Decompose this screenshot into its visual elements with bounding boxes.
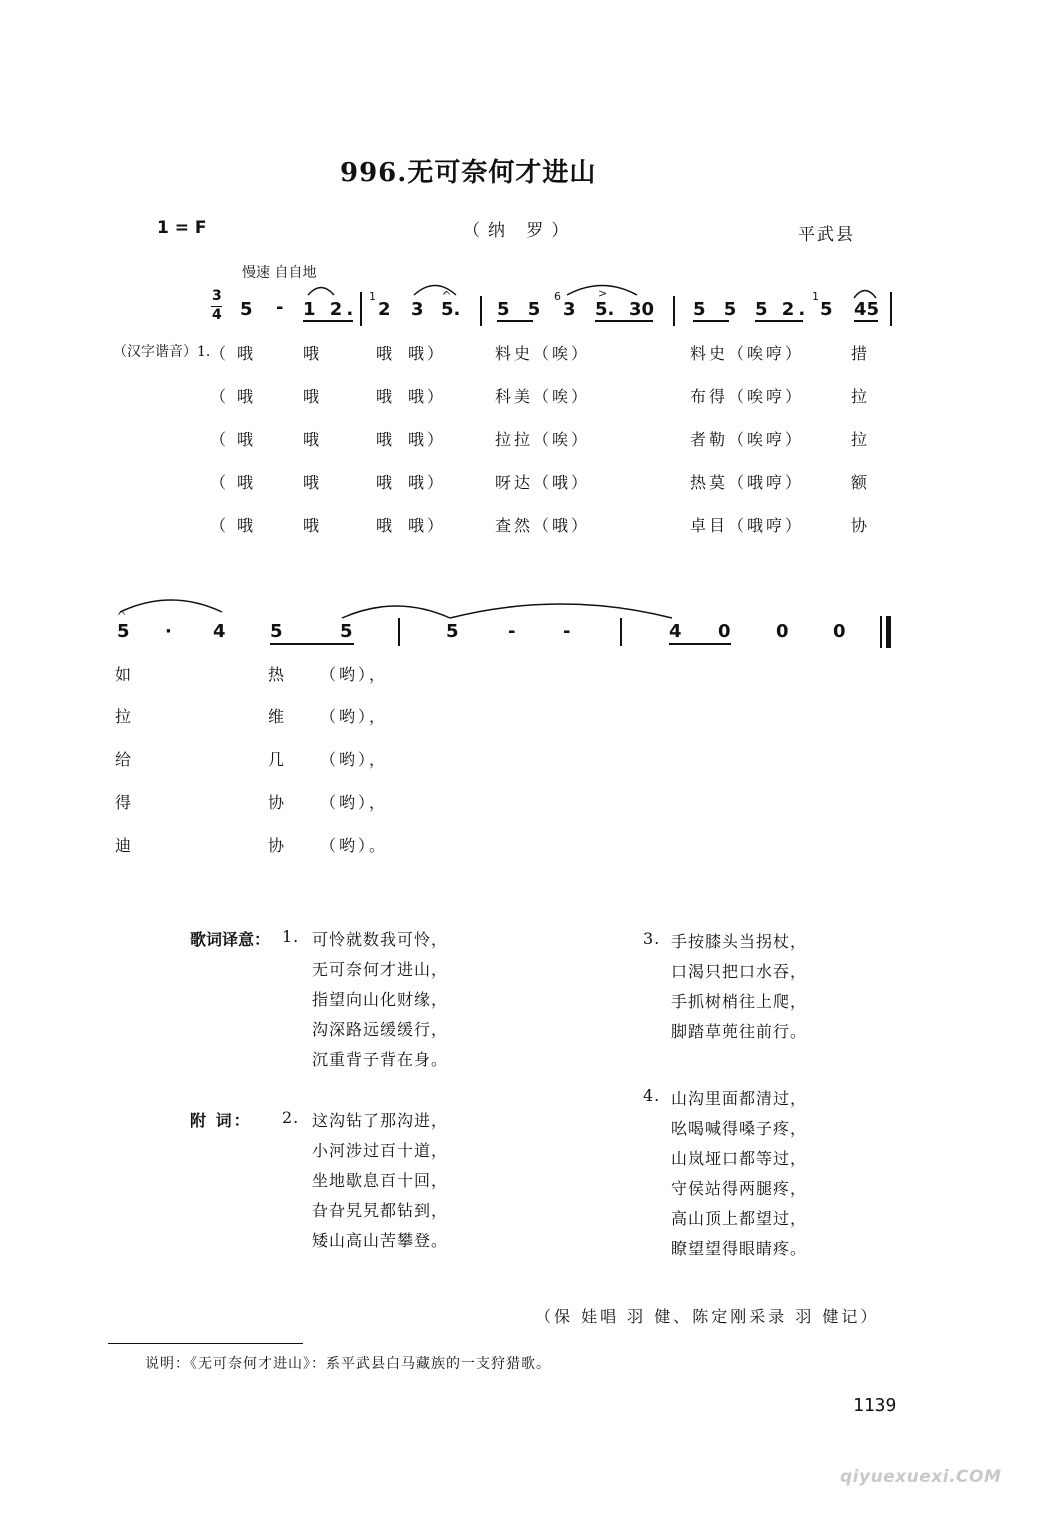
note: -: [508, 621, 516, 642]
lyric-syllable: 热莫（哦哼）: [690, 473, 805, 492]
verse-line: 沉重背子背在身。: [312, 1050, 449, 1069]
grace-note: 1: [812, 290, 819, 303]
verse-line: 脚踏草蔸往前行。: [671, 1022, 808, 1041]
lyric-syllable: 哦: [237, 516, 257, 535]
footnote: 说明：《无可奈何才进山》：系平武县白马藏族的一支狩猎歌。: [145, 1356, 551, 1372]
verse-line: 矮山高山苦攀登。: [312, 1231, 449, 1250]
lyric-syllable: 协: [268, 836, 288, 855]
lyric-syllable: 哦: [237, 473, 257, 492]
note: 5: [117, 621, 130, 642]
time-sig-top: 3: [212, 288, 222, 304]
note: 4: [669, 621, 682, 642]
lyric-syllable: 拉: [851, 387, 871, 406]
beam: [497, 320, 533, 322]
verse-line: 旮旮旯旯都钻到，: [312, 1201, 449, 1220]
key-signature: 1 = F: [157, 218, 207, 238]
lyric-syllable: 协: [268, 793, 288, 812]
lyric-syllable: 给: [115, 750, 135, 769]
lyric-syllable: 哦: [237, 430, 257, 449]
lyric-syllable: 协: [851, 516, 871, 535]
verse-line: 瞭望望得眼睛疼。: [671, 1239, 808, 1258]
lyric-syllable: 额: [851, 473, 871, 492]
trill-icon: ᨈ: [443, 287, 452, 298]
appendix-heading: 附 词：: [190, 1111, 252, 1130]
grace-note: 1: [369, 290, 376, 303]
beam: [693, 320, 729, 322]
beam: [669, 643, 731, 645]
trill-icon: ᨈ: [118, 607, 127, 618]
song-title: 996.无可奈何才进山: [340, 158, 597, 188]
lyric-syllable: 如: [115, 665, 135, 684]
lyric-syllable: 卓目（哦哼）: [690, 516, 805, 535]
lyric-syllable: 拉: [115, 707, 135, 726]
lyrics-label: （汉字谐音）1.: [113, 344, 211, 360]
note: 45: [854, 299, 880, 320]
lyric-syllable: 热: [268, 665, 288, 684]
note: 5 2.: [755, 299, 810, 320]
lyric-syllable: 料史（唉）: [495, 344, 591, 363]
credit-line: （保 娃唱 羽 健、陈定刚采录 羽 健记）: [535, 1307, 880, 1326]
lyric-syllable: 哦: [376, 387, 396, 406]
verse-line: 守侯站得两腿疼，: [671, 1179, 808, 1198]
beam: [595, 320, 653, 322]
slur: [118, 594, 224, 614]
footnote-rule: [108, 1343, 303, 1344]
lyric-syllable: 得: [115, 793, 135, 812]
lyric-paren: （: [210, 344, 230, 363]
verse-line: 沟深路远缓缓行，: [312, 1020, 449, 1039]
note: 5.: [441, 299, 461, 320]
lyric-syllable: 哦: [237, 344, 257, 363]
lyric-syllable: 哦: [303, 430, 323, 449]
lyric-syllable: 哦）: [408, 344, 447, 363]
verse-line: 这沟钻了那沟进，: [312, 1111, 449, 1130]
lyric-syllable: 哦: [376, 430, 396, 449]
verse-line: 指望向山化财缘，: [312, 990, 449, 1009]
lyric-syllable: 科美（唉）: [495, 387, 591, 406]
verse-line: 手按膝头当拐杖，: [671, 932, 808, 951]
verse-line: 手抓树梢往上爬，: [671, 992, 808, 1011]
note: 5: [446, 621, 459, 642]
final-bar-thin: [880, 616, 882, 648]
bar-line: [480, 296, 482, 326]
lyric-syllable: 哦: [376, 344, 396, 363]
accent-icon: >: [598, 287, 608, 300]
bar-line: [398, 618, 400, 646]
note: 4: [213, 621, 226, 642]
lyric-syllable: 哦）: [408, 473, 447, 492]
bar-line: [890, 292, 892, 326]
lyric-syllable: 维: [268, 707, 288, 726]
lyric-syllable: 布得（唉哼）: [690, 387, 805, 406]
lyric-syllable: 措: [851, 344, 871, 363]
verse-line: 无可奈何才进山，: [312, 960, 449, 979]
lyric-paren: （: [210, 473, 230, 492]
lyric-syllable: 哦）: [408, 516, 447, 535]
lyric-syllable: 几: [268, 750, 288, 769]
verse-line: 小河涉过百十道，: [312, 1141, 449, 1160]
beam: [854, 320, 878, 322]
beam: [755, 320, 803, 322]
lyric-syllable: 者勒（唉哼）: [690, 430, 805, 449]
lyric-syllable: 哦: [303, 387, 323, 406]
lyric-syllable: （哟）。: [320, 836, 389, 855]
verse-number: 1.: [282, 927, 300, 946]
note: 5: [240, 299, 253, 320]
verse-line: 可怜就数我可怜，: [312, 930, 449, 949]
note: -: [276, 297, 284, 318]
slur: [448, 598, 674, 620]
lyric-syllable: 呀达（哦）: [495, 473, 591, 492]
lyric-syllable: 哦: [376, 516, 396, 535]
lyric-syllable: 哦）: [408, 387, 447, 406]
beam: [303, 320, 353, 322]
beam: [270, 643, 354, 645]
lyric-paren: （: [210, 516, 230, 535]
verse-line: 高山顶上都望过，: [671, 1209, 808, 1228]
note: 5: [340, 621, 353, 642]
lyric-syllable: （哟），: [320, 707, 389, 726]
lyric-syllable: 哦）: [408, 430, 447, 449]
lyric-syllable: 哦: [303, 473, 323, 492]
note: 0: [833, 621, 846, 642]
note: -: [563, 621, 571, 642]
lyric-syllable: （哟），: [320, 665, 389, 684]
lyric-paren: （: [210, 387, 230, 406]
lyric-syllable: （哟），: [320, 750, 389, 769]
bar-line: [673, 296, 675, 326]
note: 5: [820, 299, 833, 320]
verse-number: 3.: [643, 929, 661, 948]
note: 3: [563, 299, 576, 320]
lyric-syllable: 哦: [303, 516, 323, 535]
tempo-marking: 慢速 自自地: [242, 265, 317, 281]
grace-note: 6: [554, 290, 561, 303]
page-number: 1139: [853, 1395, 897, 1416]
lyric-syllable: 拉拉（唉）: [495, 430, 591, 449]
note: 0: [718, 621, 731, 642]
lyric-syllable: （哟），: [320, 793, 389, 812]
slur: [852, 285, 878, 299]
verse-line: 口渴只把口水吞，: [671, 962, 808, 981]
lyric-syllable: 查然（哦）: [495, 516, 591, 535]
lyric-syllable: 哦: [303, 344, 323, 363]
verse-line: 坐地歇息百十回，: [312, 1171, 449, 1190]
time-sig-bottom: 4: [212, 307, 222, 323]
note: 0: [776, 621, 789, 642]
verse-line: 山岚垭口都等过，: [671, 1149, 808, 1168]
ethnic-group: （纳 罗）: [463, 221, 577, 241]
note: 5.: [595, 299, 615, 320]
lyric-syllable: 迪: [115, 836, 135, 855]
final-bar-thick: [886, 616, 891, 648]
verse-line: 吆喝喊得嗓子疼，: [671, 1119, 808, 1138]
verse-line: 山沟里面都清过，: [671, 1089, 808, 1108]
translation-heading: 歌词译意：: [190, 930, 271, 949]
slur: [340, 600, 452, 620]
note: 5: [270, 621, 283, 642]
verse-number: 2.: [282, 1108, 300, 1127]
note: 5 5: [693, 299, 743, 320]
note: 30: [629, 299, 655, 320]
note: 1 2.: [303, 299, 358, 320]
lyric-syllable: 拉: [851, 430, 871, 449]
bar-line: [620, 618, 622, 646]
note: 2: [378, 299, 391, 320]
bar-line: [360, 292, 362, 326]
lyric-syllable: 哦: [376, 473, 396, 492]
watermark: qiyuexuexi.COM: [840, 1467, 1002, 1487]
lyric-syllable: 哦: [237, 387, 257, 406]
lyric-syllable: 料史（唉哼）: [690, 344, 805, 363]
slur: [306, 282, 336, 296]
county-name: 平武县: [798, 225, 855, 245]
lyric-paren: （: [210, 430, 230, 449]
note: 3: [411, 299, 424, 320]
note: ·: [165, 621, 172, 642]
verse-number: 4.: [643, 1086, 661, 1105]
note: 5 5: [497, 299, 547, 320]
